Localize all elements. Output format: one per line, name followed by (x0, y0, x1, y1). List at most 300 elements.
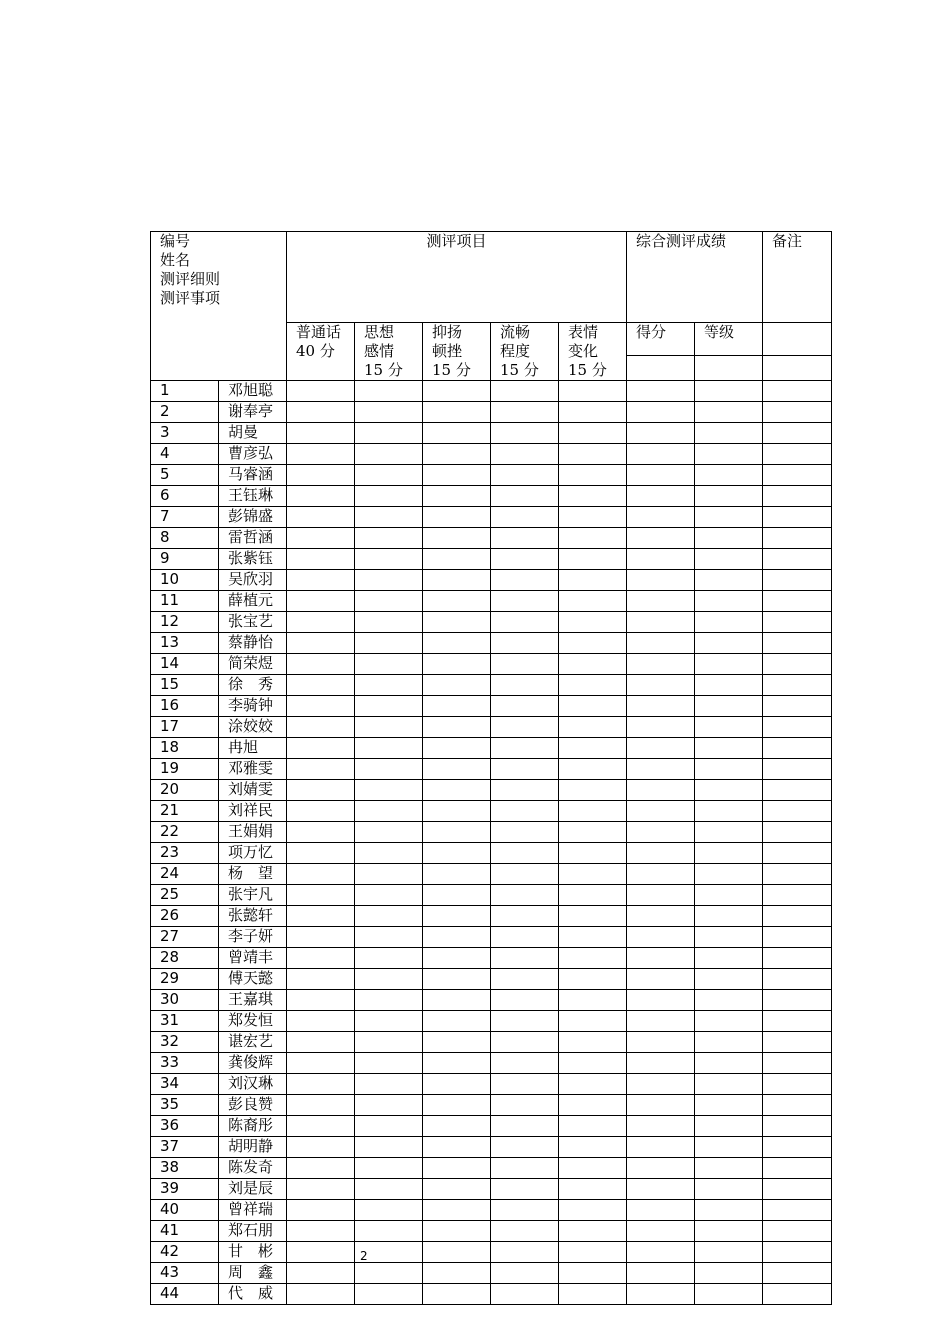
mandarin-score-cell[interactable] (287, 423, 355, 444)
expression-score-cell[interactable] (559, 696, 627, 717)
expression-score-cell[interactable] (559, 948, 627, 969)
fluency-score-cell[interactable] (491, 1263, 559, 1284)
emotion-score-cell[interactable] (355, 675, 423, 696)
expression-score-cell[interactable] (559, 402, 627, 423)
mandarin-score-cell[interactable] (287, 570, 355, 591)
mandarin-score-cell[interactable] (287, 1137, 355, 1158)
grade-cell[interactable] (695, 675, 763, 696)
fluency-score-cell[interactable] (491, 759, 559, 780)
total-score-cell[interactable] (627, 591, 695, 612)
mandarin-score-cell[interactable] (287, 1074, 355, 1095)
remarks-cell[interactable] (763, 1074, 832, 1095)
emotion-score-cell[interactable] (355, 612, 423, 633)
grade-cell[interactable] (695, 1221, 763, 1242)
mandarin-score-cell[interactable] (287, 948, 355, 969)
expression-score-cell[interactable] (559, 906, 627, 927)
intonation-score-cell[interactable] (423, 528, 491, 549)
grade-cell[interactable] (695, 1074, 763, 1095)
intonation-score-cell[interactable] (423, 1116, 491, 1137)
fluency-score-cell[interactable] (491, 1158, 559, 1179)
mandarin-score-cell[interactable] (287, 549, 355, 570)
grade-cell[interactable] (695, 927, 763, 948)
total-score-cell[interactable] (627, 1116, 695, 1137)
emotion-score-cell[interactable] (355, 801, 423, 822)
grade-cell[interactable] (695, 906, 763, 927)
mandarin-score-cell[interactable] (287, 864, 355, 885)
fluency-score-cell[interactable] (491, 1032, 559, 1053)
fluency-score-cell[interactable] (491, 822, 559, 843)
mandarin-score-cell[interactable] (287, 906, 355, 927)
intonation-score-cell[interactable] (423, 675, 491, 696)
grade-cell[interactable] (695, 486, 763, 507)
total-score-cell[interactable] (627, 822, 695, 843)
remarks-cell[interactable] (763, 759, 832, 780)
expression-score-cell[interactable] (559, 633, 627, 654)
mandarin-score-cell[interactable] (287, 1011, 355, 1032)
expression-score-cell[interactable] (559, 1263, 627, 1284)
emotion-score-cell[interactable] (355, 1011, 423, 1032)
total-score-cell[interactable] (627, 1158, 695, 1179)
remarks-cell[interactable] (763, 381, 832, 402)
fluency-score-cell[interactable] (491, 1200, 559, 1221)
fluency-score-cell[interactable] (491, 1053, 559, 1074)
mandarin-score-cell[interactable] (287, 1158, 355, 1179)
mandarin-score-cell[interactable] (287, 465, 355, 486)
mandarin-score-cell[interactable] (287, 759, 355, 780)
total-score-cell[interactable] (627, 654, 695, 675)
emotion-score-cell[interactable] (355, 549, 423, 570)
intonation-score-cell[interactable] (423, 1221, 491, 1242)
fluency-score-cell[interactable] (491, 738, 559, 759)
fluency-score-cell[interactable] (491, 1221, 559, 1242)
fluency-score-cell[interactable] (491, 486, 559, 507)
remarks-cell[interactable] (763, 1011, 832, 1032)
grade-cell[interactable] (695, 822, 763, 843)
expression-score-cell[interactable] (559, 1011, 627, 1032)
fluency-score-cell[interactable] (491, 717, 559, 738)
fluency-score-cell[interactable] (491, 948, 559, 969)
emotion-score-cell[interactable] (355, 885, 423, 906)
remarks-cell[interactable] (763, 843, 832, 864)
emotion-score-cell[interactable] (355, 570, 423, 591)
mandarin-score-cell[interactable] (287, 654, 355, 675)
remarks-cell[interactable] (763, 444, 832, 465)
fluency-score-cell[interactable] (491, 885, 559, 906)
expression-score-cell[interactable] (559, 969, 627, 990)
expression-score-cell[interactable] (559, 1074, 627, 1095)
intonation-score-cell[interactable] (423, 465, 491, 486)
emotion-score-cell[interactable] (355, 864, 423, 885)
grade-cell[interactable] (695, 507, 763, 528)
remarks-cell[interactable] (763, 528, 832, 549)
fluency-score-cell[interactable] (491, 570, 559, 591)
emotion-score-cell[interactable] (355, 1179, 423, 1200)
total-score-cell[interactable] (627, 759, 695, 780)
fluency-score-cell[interactable] (491, 507, 559, 528)
total-score-cell[interactable] (627, 465, 695, 486)
expression-score-cell[interactable] (559, 1116, 627, 1137)
remarks-cell[interactable] (763, 948, 832, 969)
emotion-score-cell[interactable] (355, 1221, 423, 1242)
intonation-score-cell[interactable] (423, 1263, 491, 1284)
mandarin-score-cell[interactable] (287, 1032, 355, 1053)
grade-cell[interactable] (695, 465, 763, 486)
remarks-cell[interactable] (763, 1137, 832, 1158)
total-score-cell[interactable] (627, 969, 695, 990)
grade-cell[interactable] (695, 1137, 763, 1158)
total-score-cell[interactable] (627, 906, 695, 927)
emotion-score-cell[interactable] (355, 1053, 423, 1074)
mandarin-score-cell[interactable] (287, 612, 355, 633)
remarks-cell[interactable] (763, 927, 832, 948)
expression-score-cell[interactable] (559, 1200, 627, 1221)
emotion-score-cell[interactable] (355, 507, 423, 528)
mandarin-score-cell[interactable] (287, 927, 355, 948)
total-score-cell[interactable] (627, 885, 695, 906)
emotion-score-cell[interactable] (355, 444, 423, 465)
intonation-score-cell[interactable] (423, 801, 491, 822)
mandarin-score-cell[interactable] (287, 486, 355, 507)
intonation-score-cell[interactable] (423, 759, 491, 780)
intonation-score-cell[interactable] (423, 843, 491, 864)
expression-score-cell[interactable] (559, 612, 627, 633)
mandarin-score-cell[interactable] (287, 801, 355, 822)
emotion-score-cell[interactable] (355, 654, 423, 675)
total-score-cell[interactable] (627, 1032, 695, 1053)
expression-score-cell[interactable] (559, 927, 627, 948)
mandarin-score-cell[interactable] (287, 1263, 355, 1284)
remarks-cell[interactable] (763, 591, 832, 612)
expression-score-cell[interactable] (559, 717, 627, 738)
fluency-score-cell[interactable] (491, 906, 559, 927)
mandarin-score-cell[interactable] (287, 885, 355, 906)
emotion-score-cell[interactable] (355, 927, 423, 948)
emotion-score-cell[interactable] (355, 381, 423, 402)
intonation-score-cell[interactable] (423, 969, 491, 990)
grade-cell[interactable] (695, 1158, 763, 1179)
intonation-score-cell[interactable] (423, 780, 491, 801)
intonation-score-cell[interactable] (423, 612, 491, 633)
remarks-cell[interactable] (763, 696, 832, 717)
mandarin-score-cell[interactable] (287, 633, 355, 654)
total-score-cell[interactable] (627, 423, 695, 444)
total-score-cell[interactable] (627, 1284, 695, 1305)
fluency-score-cell[interactable] (491, 927, 559, 948)
fluency-score-cell[interactable] (491, 1242, 559, 1263)
intonation-score-cell[interactable] (423, 507, 491, 528)
mandarin-score-cell[interactable] (287, 696, 355, 717)
expression-score-cell[interactable] (559, 654, 627, 675)
total-score-cell[interactable] (627, 381, 695, 402)
intonation-score-cell[interactable] (423, 1137, 491, 1158)
emotion-score-cell[interactable] (355, 1032, 423, 1053)
fluency-score-cell[interactable] (491, 528, 559, 549)
emotion-score-cell[interactable] (355, 633, 423, 654)
intonation-score-cell[interactable] (423, 1179, 491, 1200)
total-score-cell[interactable] (627, 801, 695, 822)
grade-cell[interactable] (695, 528, 763, 549)
remarks-cell[interactable] (763, 885, 832, 906)
intonation-score-cell[interactable] (423, 738, 491, 759)
remarks-cell[interactable] (763, 969, 832, 990)
fluency-score-cell[interactable] (491, 465, 559, 486)
fluency-score-cell[interactable] (491, 801, 559, 822)
remarks-cell[interactable] (763, 1284, 832, 1305)
grade-cell[interactable] (695, 885, 763, 906)
intonation-score-cell[interactable] (423, 633, 491, 654)
remarks-cell[interactable] (763, 1263, 832, 1284)
remarks-cell[interactable] (763, 990, 832, 1011)
expression-score-cell[interactable] (559, 780, 627, 801)
fluency-score-cell[interactable] (491, 675, 559, 696)
grade-cell[interactable] (695, 1095, 763, 1116)
mandarin-score-cell[interactable] (287, 591, 355, 612)
emotion-score-cell[interactable] (355, 843, 423, 864)
mandarin-score-cell[interactable] (287, 1221, 355, 1242)
intonation-score-cell[interactable] (423, 549, 491, 570)
remarks-cell[interactable] (763, 402, 832, 423)
intonation-score-cell[interactable] (423, 402, 491, 423)
fluency-score-cell[interactable] (491, 1284, 559, 1305)
expression-score-cell[interactable] (559, 675, 627, 696)
intonation-score-cell[interactable] (423, 1074, 491, 1095)
mandarin-score-cell[interactable] (287, 738, 355, 759)
total-score-cell[interactable] (627, 570, 695, 591)
mandarin-score-cell[interactable] (287, 1242, 355, 1263)
remarks-cell[interactable] (763, 633, 832, 654)
total-score-cell[interactable] (627, 1221, 695, 1242)
fluency-score-cell[interactable] (491, 1179, 559, 1200)
emotion-score-cell[interactable] (355, 591, 423, 612)
intonation-score-cell[interactable] (423, 1284, 491, 1305)
grade-cell[interactable] (695, 1011, 763, 1032)
mandarin-score-cell[interactable] (287, 381, 355, 402)
emotion-score-cell[interactable] (355, 423, 423, 444)
grade-cell[interactable] (695, 1032, 763, 1053)
total-score-cell[interactable] (627, 633, 695, 654)
mandarin-score-cell[interactable] (287, 444, 355, 465)
total-score-cell[interactable] (627, 549, 695, 570)
remarks-cell[interactable] (763, 1221, 832, 1242)
total-score-cell[interactable] (627, 1263, 695, 1284)
expression-score-cell[interactable] (559, 822, 627, 843)
remarks-cell[interactable] (763, 717, 832, 738)
intonation-score-cell[interactable] (423, 717, 491, 738)
remarks-cell[interactable] (763, 570, 832, 591)
emotion-score-cell[interactable] (355, 402, 423, 423)
fluency-score-cell[interactable] (491, 402, 559, 423)
grade-cell[interactable] (695, 801, 763, 822)
emotion-score-cell[interactable] (355, 528, 423, 549)
expression-score-cell[interactable] (559, 486, 627, 507)
total-score-cell[interactable] (627, 507, 695, 528)
intonation-score-cell[interactable] (423, 654, 491, 675)
intonation-score-cell[interactable] (423, 591, 491, 612)
mandarin-score-cell[interactable] (287, 675, 355, 696)
grade-cell[interactable] (695, 402, 763, 423)
emotion-score-cell[interactable] (355, 759, 423, 780)
total-score-cell[interactable] (627, 1179, 695, 1200)
emotion-score-cell[interactable] (355, 1200, 423, 1221)
total-score-cell[interactable] (627, 717, 695, 738)
remarks-cell[interactable] (763, 654, 832, 675)
expression-score-cell[interactable] (559, 759, 627, 780)
grade-cell[interactable] (695, 1116, 763, 1137)
fluency-score-cell[interactable] (491, 1116, 559, 1137)
grade-cell[interactable] (695, 1263, 763, 1284)
expression-score-cell[interactable] (559, 1095, 627, 1116)
emotion-score-cell[interactable] (355, 1263, 423, 1284)
intonation-score-cell[interactable] (423, 906, 491, 927)
remarks-cell[interactable] (763, 1032, 832, 1053)
total-score-cell[interactable] (627, 948, 695, 969)
grade-cell[interactable] (695, 738, 763, 759)
remarks-cell[interactable] (763, 423, 832, 444)
grade-cell[interactable] (695, 717, 763, 738)
remarks-cell[interactable] (763, 1242, 832, 1263)
expression-score-cell[interactable] (559, 1284, 627, 1305)
remarks-cell[interactable] (763, 612, 832, 633)
expression-score-cell[interactable] (559, 465, 627, 486)
grade-cell[interactable] (695, 843, 763, 864)
total-score-cell[interactable] (627, 780, 695, 801)
remarks-cell[interactable] (763, 1116, 832, 1137)
expression-score-cell[interactable] (559, 381, 627, 402)
total-score-cell[interactable] (627, 990, 695, 1011)
mandarin-score-cell[interactable] (287, 843, 355, 864)
intonation-score-cell[interactable] (423, 696, 491, 717)
emotion-score-cell[interactable] (355, 990, 423, 1011)
emotion-score-cell[interactable] (355, 1137, 423, 1158)
intonation-score-cell[interactable] (423, 1158, 491, 1179)
expression-score-cell[interactable] (559, 1158, 627, 1179)
fluency-score-cell[interactable] (491, 969, 559, 990)
expression-score-cell[interactable] (559, 738, 627, 759)
grade-cell[interactable] (695, 1200, 763, 1221)
fluency-score-cell[interactable] (491, 780, 559, 801)
emotion-score-cell[interactable] (355, 1095, 423, 1116)
total-score-cell[interactable] (627, 1095, 695, 1116)
remarks-cell[interactable] (763, 738, 832, 759)
intonation-score-cell[interactable] (423, 570, 491, 591)
remarks-cell[interactable] (763, 1158, 832, 1179)
grade-cell[interactable] (695, 780, 763, 801)
fluency-score-cell[interactable] (491, 381, 559, 402)
total-score-cell[interactable] (627, 612, 695, 633)
emotion-score-cell[interactable] (355, 465, 423, 486)
grade-cell[interactable] (695, 948, 763, 969)
fluency-score-cell[interactable] (491, 423, 559, 444)
emotion-score-cell[interactable] (355, 1116, 423, 1137)
intonation-score-cell[interactable] (423, 990, 491, 1011)
total-score-cell[interactable] (627, 927, 695, 948)
grade-cell[interactable] (695, 570, 763, 591)
grade-cell[interactable] (695, 381, 763, 402)
expression-score-cell[interactable] (559, 507, 627, 528)
intonation-score-cell[interactable] (423, 423, 491, 444)
intonation-score-cell[interactable] (423, 1242, 491, 1263)
mandarin-score-cell[interactable] (287, 717, 355, 738)
emotion-score-cell[interactable] (355, 717, 423, 738)
mandarin-score-cell[interactable] (287, 1200, 355, 1221)
mandarin-score-cell[interactable] (287, 1053, 355, 1074)
grade-cell[interactable] (695, 759, 763, 780)
grade-cell[interactable] (695, 864, 763, 885)
fluency-score-cell[interactable] (491, 990, 559, 1011)
intonation-score-cell[interactable] (423, 1032, 491, 1053)
grade-cell[interactable] (695, 633, 763, 654)
expression-score-cell[interactable] (559, 1137, 627, 1158)
fluency-score-cell[interactable] (491, 591, 559, 612)
grade-cell[interactable] (695, 591, 763, 612)
total-score-cell[interactable] (627, 402, 695, 423)
fluency-score-cell[interactable] (491, 612, 559, 633)
intonation-score-cell[interactable] (423, 927, 491, 948)
intonation-score-cell[interactable] (423, 822, 491, 843)
expression-score-cell[interactable] (559, 990, 627, 1011)
grade-cell[interactable] (695, 1179, 763, 1200)
expression-score-cell[interactable] (559, 1032, 627, 1053)
expression-score-cell[interactable] (559, 1179, 627, 1200)
remarks-cell[interactable] (763, 1095, 832, 1116)
remarks-cell[interactable] (763, 675, 832, 696)
expression-score-cell[interactable] (559, 570, 627, 591)
total-score-cell[interactable] (627, 1011, 695, 1032)
mandarin-score-cell[interactable] (287, 402, 355, 423)
grade-cell[interactable] (695, 1053, 763, 1074)
mandarin-score-cell[interactable] (287, 1284, 355, 1305)
mandarin-score-cell[interactable] (287, 1179, 355, 1200)
total-score-cell[interactable] (627, 1200, 695, 1221)
remarks-cell[interactable] (763, 801, 832, 822)
emotion-score-cell[interactable] (355, 906, 423, 927)
fluency-score-cell[interactable] (491, 549, 559, 570)
total-score-cell[interactable] (627, 843, 695, 864)
total-score-cell[interactable] (627, 444, 695, 465)
expression-score-cell[interactable] (559, 843, 627, 864)
grade-cell[interactable] (695, 612, 763, 633)
fluency-score-cell[interactable] (491, 696, 559, 717)
total-score-cell[interactable] (627, 864, 695, 885)
expression-score-cell[interactable] (559, 591, 627, 612)
total-score-cell[interactable] (627, 1242, 695, 1263)
emotion-score-cell[interactable] (355, 969, 423, 990)
grade-cell[interactable] (695, 444, 763, 465)
remarks-cell[interactable] (763, 864, 832, 885)
expression-score-cell[interactable] (559, 885, 627, 906)
emotion-score-cell[interactable] (355, 948, 423, 969)
expression-score-cell[interactable] (559, 444, 627, 465)
emotion-score-cell[interactable] (355, 822, 423, 843)
total-score-cell[interactable] (627, 675, 695, 696)
fluency-score-cell[interactable] (491, 864, 559, 885)
fluency-score-cell[interactable] (491, 1137, 559, 1158)
grade-cell[interactable] (695, 654, 763, 675)
intonation-score-cell[interactable] (423, 948, 491, 969)
total-score-cell[interactable] (627, 738, 695, 759)
fluency-score-cell[interactable] (491, 1095, 559, 1116)
fluency-score-cell[interactable] (491, 654, 559, 675)
mandarin-score-cell[interactable] (287, 1116, 355, 1137)
fluency-score-cell[interactable] (491, 1011, 559, 1032)
grade-cell[interactable] (695, 990, 763, 1011)
remarks-cell[interactable] (763, 1179, 832, 1200)
remarks-cell[interactable] (763, 1053, 832, 1074)
emotion-score-cell[interactable] (355, 696, 423, 717)
intonation-score-cell[interactable] (423, 1011, 491, 1032)
fluency-score-cell[interactable] (491, 843, 559, 864)
grade-cell[interactable] (695, 969, 763, 990)
